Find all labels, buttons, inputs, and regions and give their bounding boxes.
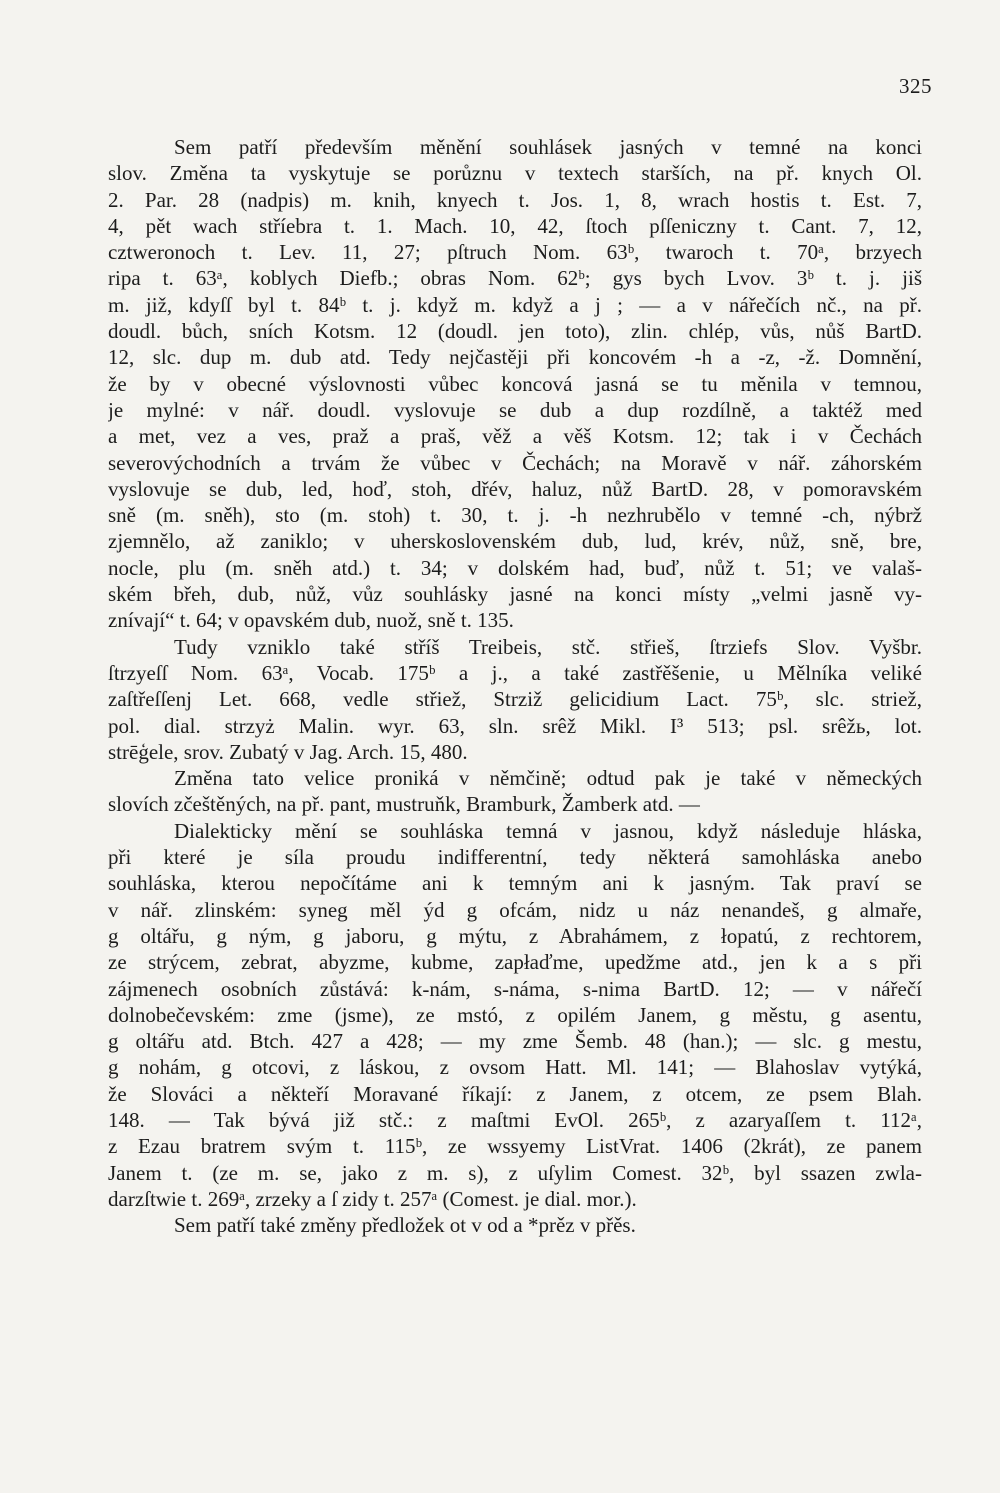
text-line: v nář. zlinském: syneg měl ýd g ofcám, nidz u náz nenandeš, g almaře, xyxy=(108,897,922,922)
text-line: ſtrzyeſſ Nom. 63ᵃ, Vocab. 175ᵇ a j., a také zastřěšenie, u Mělníka veliké xyxy=(108,660,922,685)
text-line: g oltářu atd. Btch. 427 a 428; — my zme Šemb. 48 (han.); — slc. g mestu, xyxy=(108,1029,922,1054)
text-line: slov. Změna ta vyskytuje se porůznu v textech starších, na př. knych Ol. xyxy=(108,161,922,186)
text-line: zaſtřeſſenj Let. 668, vedle střiež, Strziž gelicidium Lact. 75ᵇ, slc. striež, xyxy=(108,687,922,712)
text-line: ze strýcem, zebrat, abyzme, kubme, zapłaďme, upedžme atd., jen k a s při xyxy=(108,950,922,975)
text-line: a met, vez a ves, praž a praš, věž a věš Kotsm. 12; tak i v Čechách xyxy=(108,424,922,449)
text-line: doudl. bůch, sních Kotsm. 12 (doudl. jen toto), zlin. chlép, vůs, nůš BartD. xyxy=(108,319,922,344)
text-line: nocle, plu (m. sněh atd.) t. 34; v dolském had, buď, nůž t. 51; ve valaš- xyxy=(108,555,922,580)
text-line: ském břeh, dub, nůž, vůz souhlásky jasné na konci místy „velmi jasně vy- xyxy=(108,582,922,607)
text-line: Sem patří také změny předložek ot v od a *prěz v přěs. xyxy=(174,1213,636,1238)
text-line: ripa t. 63ᵃ, koblych Diefb.; obras Nom. 62ᵇ; gys bych Lvov. 3ᵇ t. j. jiš xyxy=(108,266,922,291)
text-line: Janem t. (ze m. se, jako z m. s), z uſylim Comest. 32ᵇ, byl ssazen zwla- xyxy=(108,1160,922,1185)
body-text xyxy=(108,134,922,1238)
text-line: znívají“ t. 64; v opavském dub, nuož, sně t. 135. xyxy=(108,608,514,633)
text-line: Dialekticky mění se souhláska temná v jasnou, když následuje hláska, xyxy=(174,818,922,843)
text-line: z Ezau bratrem svým t. 115ᵇ, ze wssyemy ListVrat. 1406 (2krát), ze panem xyxy=(108,1134,922,1159)
text-line: cztweronoch t. Lev. 11, 27; pſtruch Nom. 63ᵇ, twaroch t. 70ᵃ, brzyech xyxy=(108,240,922,265)
text-line: darzſtwie t. 269ᵃ, zrzeky a ſ zidy t. 257ᵃ (Comest. je dial. mor.). xyxy=(108,1186,637,1211)
text-line: zájmenech osobních zůstává: k-nám, s-náma, s-nima BartD. 12; — v nářečí xyxy=(108,976,922,1001)
text-line: Sem patří především měnění souhlásek jasných v temné na konci xyxy=(174,135,922,159)
text-line: sně (m. sněh), sto (m. stoh) t. 30, t. j. -h nezhrubělo v temné -ch, nýbrž xyxy=(108,503,922,528)
text-line: 2. Par. 28 (nadpis) m. knih, knyech t. Jos. 1, 8, wrach hostis t. Est. 7, xyxy=(108,187,922,212)
text-line: Tudy vzniklo také stříš Treibeis, stč. střieš, ſtrziefs Slov. Vyšbr. xyxy=(174,634,922,659)
text-line: 12, slc. dup m. dub atd. Tedy nejčastěji při koncovém -h a -z, -ž. Domnění, xyxy=(108,345,922,370)
text-line: 4, pět wach stříebra t. 1. Mach. 10, 42, ſtoch pſſeniczny t. Cant. 7, 12, xyxy=(108,213,922,238)
text-line: g nohám, g otcovi, z láskou, z ovsom Hatt. Ml. 141; — Blahoslav vytýká, xyxy=(108,1055,922,1080)
text-line: že by v obecné výslovnosti vůbec koncová jasná se tu měnila v temnou, xyxy=(108,371,922,396)
text-line: Změna tato velice proniká v němčině; odtud pak je také v německých xyxy=(174,766,922,791)
page-number: 325 xyxy=(899,74,932,98)
text-line: m. již, kdyſſ byl t. 84ᵇ t. j. když m. když a j ; — a v nářečích nč., na př. xyxy=(108,292,922,317)
text-line: g oltářu, g ným, g jaboru, g mýtu, z Abrahámem, z łopatú, z rechtorem, xyxy=(108,923,922,948)
text-line: 148. — Tak bývá již stč.: z maſtmi EvOl. 265ᵇ, z azaryaſſem t. 112ᵃ, xyxy=(108,1107,922,1132)
text-line: severovýchodních a trvám že vůbec v Čechách; na Moravě v nář. záhorském xyxy=(108,450,922,475)
text-line: je mylné: v nář. doudl. vyslovuje se dub a dup rozdílně, a taktéž med xyxy=(108,397,922,422)
text-line: dolnobečevském: zme (jsme), ze mstó, z opilém Janem, g městu, g asentu, xyxy=(108,1002,922,1027)
text-line: pol. dial. strzyż Malin. wyr. 63, sln. srêž Mikl. I³ 513; psl. srêžь, lot. xyxy=(108,713,922,738)
text-line: strēģele, srov. Zubatý v Jag. Arch. 15, 480. xyxy=(108,739,468,764)
text-line: vyslovuje se dub, led, hoď, stoh, dřév, haluz, nůž BartD. 28, v pomoravském xyxy=(108,476,922,501)
text-line: při které je síla proudu indifferentní, tedy některá samohláska anebo xyxy=(108,845,922,870)
text-line: zjemnělo, až zaniklo; v uherskoslovenském dub, lud, krév, nůž, sně, bre, xyxy=(108,529,922,554)
text-line: souhláska, kterou nepočítáme ani k temným ani k jasným. Tak praví se xyxy=(108,871,922,896)
text-line: že Slováci a někteří Moravané říkají: z Janem, z otcem, ze psem Blah. xyxy=(108,1081,922,1106)
text-line: slovích zčeštěných, na př. pant, mustruňk, Bramburk, Žamberk atd. — xyxy=(108,792,700,817)
